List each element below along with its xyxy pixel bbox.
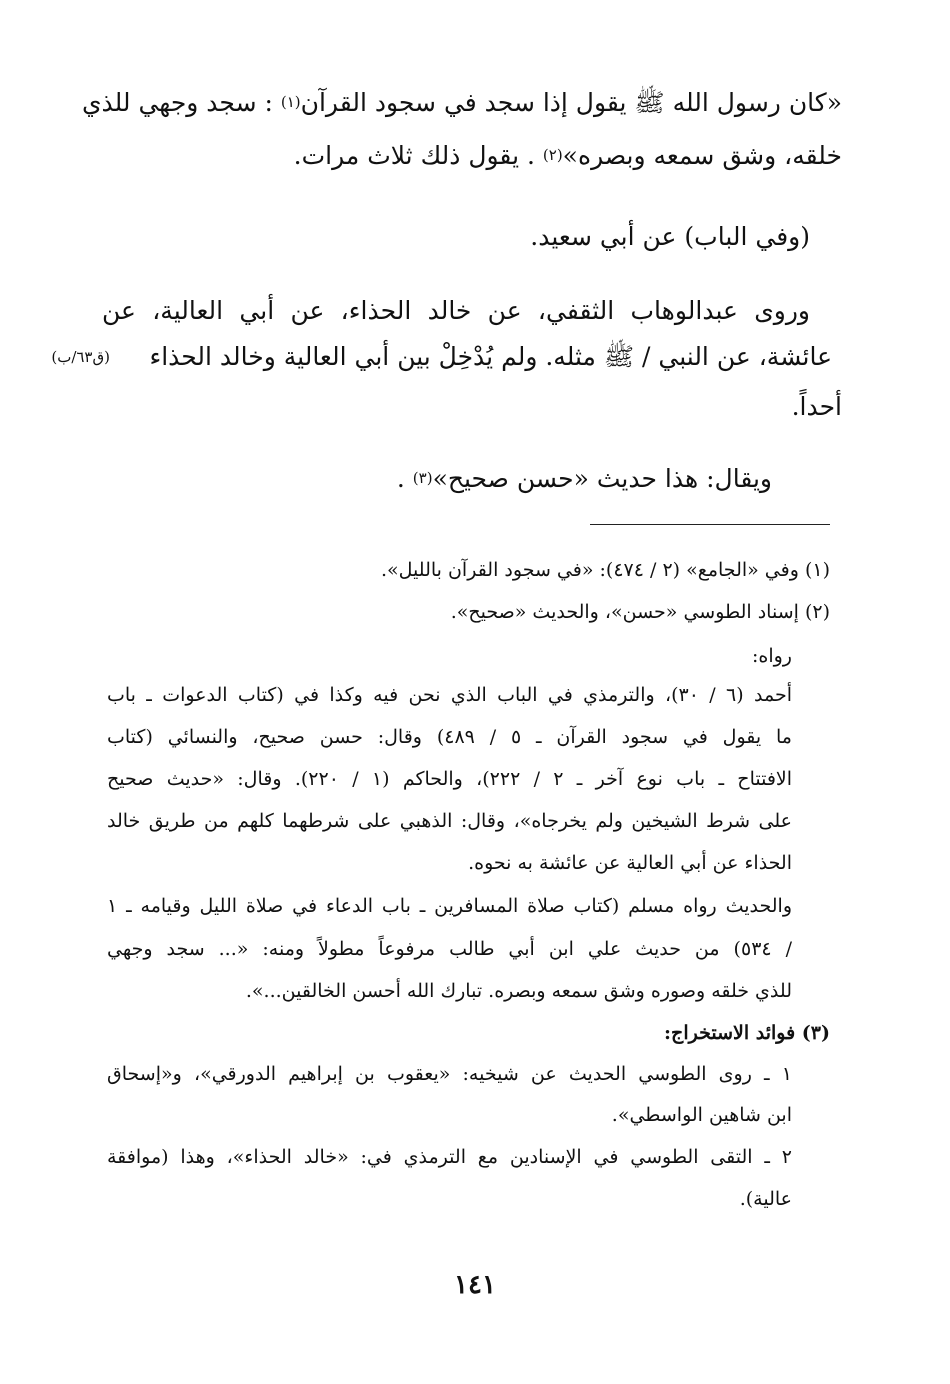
p4-text: ويقال: هذا حديث «حسن صحيح» — [432, 464, 772, 493]
main-p1-line1 — [81, 88, 842, 117]
manuscript-folio-note: (ق٦٣/ب) — [51, 348, 110, 366]
main-p3-line3: أحداً. — [791, 392, 842, 421]
p1-line2-end: . يقول ذلك ثلاث مرات. — [293, 141, 543, 170]
footnote-2-line: الافتتاح ـ باب نوع آخر ـ ٢ / ٢٢٢)، والحاكم (١ / ٢٢٠). وقال: «حديث صحيح — [107, 768, 793, 790]
footnote-1: (١) وفي «الجامع» (٢ / ٤٧٤): «في سجود القرآن بالليل». — [381, 559, 830, 581]
footnote-2-line: على شرط الشيخين ولم يخرجاه»، وقال: الذهبي على شرطهما كلهم من طريق خالد — [107, 810, 792, 832]
main-p3-line1: وروى عبدالوهاب الثقفي، عن خالد الحذاء، عن أبي العالية، عن — [102, 296, 810, 325]
footnote-2-line: للذي خلقه وصوره وشق سمعه وبصره. تبارك الله أحسن الخالقين...». — [245, 980, 792, 1002]
footnote-3-title: (٣) فوائد الاستخراج: — [664, 1022, 830, 1044]
p1-line1-end: : سجد وجهي للذي — [81, 88, 281, 117]
main-p1-line2 — [294, 143, 842, 168]
footnote-2-line: رواه: — [752, 645, 792, 667]
main-p2: (وفي الباب) عن أبي سعيد. — [530, 222, 810, 251]
p4-end: . — [396, 464, 413, 493]
main-p4 — [397, 466, 772, 491]
footnote-3-line: ٢ ـ التقى الطوسي في الإسنادين مع الترمذي في: «خالد الحذاء»، وهذا (موافقة — [107, 1146, 792, 1168]
footnote-ref-3: (٣) — [412, 469, 433, 487]
footnote-2-line: أحمد (٦ / ٣٠)، والترمذي في الباب الذي نحن فيه وكذا في (كتاب الدعوات ـ باب — [107, 684, 792, 706]
footnote-2-line: الحذاء عن أبي العالية عن عائشة به نحوه. — [468, 852, 792, 874]
page-number: ١٤١ — [454, 1270, 496, 1300]
footnote-ref-1: (١) — [280, 93, 301, 111]
main-p3-line2 — [149, 344, 832, 369]
p1-line2-text: خلقه، وشق سمعه وبصره» — [562, 141, 842, 170]
footnote-separator — [590, 524, 830, 525]
footnote-3-line: ١ ـ روى الطوسي الحديث عن شيخيه: «يعقوب بن إبراهيم الدورقي»، و«إسحاق — [107, 1063, 792, 1085]
footnote-ref-2: (٢) — [542, 146, 563, 164]
footnote-2-line: ما يقول في سجود القرآن ـ ٥ / ٤٨٩) وقال: حسن صحيح، والنسائي (كتاب — [107, 726, 792, 748]
p3-line2-text: عائشة، عن النبي / ﷺ مثله. ولم يُدْخِلْ بين أبي العالية وخالد الحذاء — [149, 342, 832, 371]
footnote-3-line: عالية). — [739, 1188, 792, 1210]
footnote-2-line: / ٥٣٤) من حديث علي ابن أبي طالب مرفوعاً مطولاً ومنه: «... سجد وجهي — [107, 938, 792, 960]
p1-line1-text: «كان رسول الله ﷺ يقول إذا سجد في سجود القرآن — [300, 88, 842, 117]
footnote-2-line: والحديث رواه مسلم (كتاب صلاة المسافرين ـ باب الدعاء في صلاة الليل وقيامه ـ ١ — [107, 895, 792, 917]
footnote-2: (٢) إسناد الطوسي «حسن»، والحديث «صحيح». — [450, 601, 830, 623]
footnote-3-line: ابن شاهين الواسطي». — [611, 1104, 792, 1126]
